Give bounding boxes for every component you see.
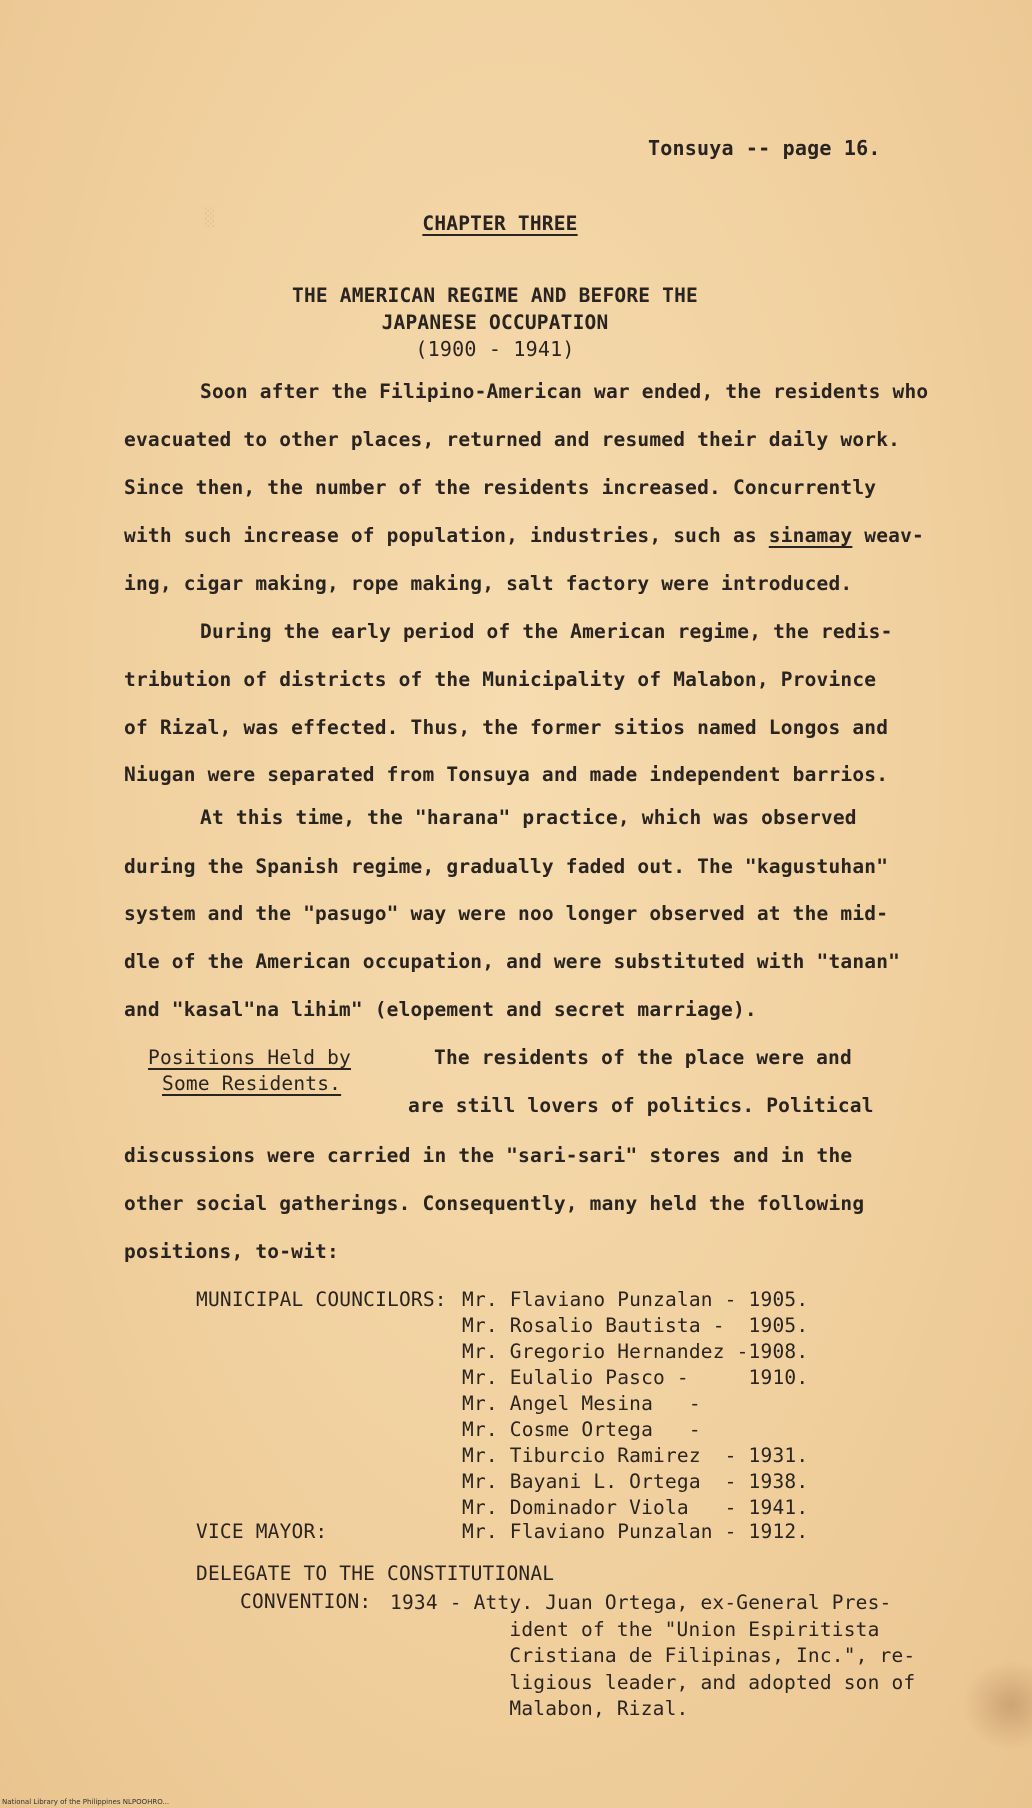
councilor-entry: Mr. Angel Mesina - <box>462 1392 701 1415</box>
vice-mayor-entry: Mr. Flaviano Punzalan - 1912. <box>462 1520 809 1543</box>
councilor-entry: Mr. Bayani L. Ortega - 1938. <box>462 1470 809 1493</box>
councilor-entry: Mr. Gregorio Hernandez -1908. <box>462 1340 809 1363</box>
paragraph-3-line: and "kasal"na lihim" (elopement and secret marriage). <box>124 998 757 1021</box>
councilor-entry: Mr. Eulalio Pasco - 1910. <box>462 1366 809 1389</box>
chapter-heading-text: CHAPTER THREE <box>422 212 578 235</box>
paper-stain <box>962 1660 1032 1750</box>
paragraph-4-line: discussions were carried in the "sari-sari" stores and in the <box>124 1144 853 1167</box>
underlined-term-sinamay: sinamay <box>768 524 853 547</box>
paragraph-2-line: tribution of districts of the Municipality of Malabon, Province <box>124 668 877 691</box>
side-heading-line-1: Positions Held by <box>148 1046 351 1069</box>
councilor-entry: Mr. Dominador Viola - 1941. <box>462 1496 809 1519</box>
delegate-label-line-2: CONVENTION: <box>240 1590 372 1613</box>
paragraph-4-line: are still lovers of politics. Political <box>408 1094 874 1117</box>
archive-footer: National Library of the Philippines NLPOOHRO... <box>2 1798 170 1806</box>
chapter-heading <box>0 212 1000 235</box>
paragraph-1-line: Soon after the Filipino-American war ended, the residents who <box>200 380 929 403</box>
paragraph-4-line: positions, to-wit: <box>124 1240 339 1263</box>
paragraph-3-line: dle of the American occupation, and were substituted with "tanan" <box>124 950 901 973</box>
paragraph-3-line: system and the "pasugo" way were noo longer observed at the mid- <box>124 902 889 925</box>
paragraph-3-line: At this time, the "harana" practice, which was observed <box>200 806 857 829</box>
councilor-entry: Mr. Tiburcio Ramirez - 1931. <box>462 1444 809 1467</box>
paragraph-1-line: Since then, the number of the residents increased. Concurrently <box>124 476 877 499</box>
text-run: with such increase of population, industries, such as <box>124 524 769 547</box>
paragraph-2-line: During the early period of the American regime, the redis- <box>200 620 893 643</box>
paragraph-1-line: evacuated to other places, returned and resumed their daily work. <box>124 428 901 451</box>
councilor-entry: Mr. Flaviano Punzalan - 1905. <box>462 1288 809 1311</box>
paragraph-4-line: The residents of the place were and <box>434 1046 852 1069</box>
paragraph-2-line: Niugan were separated from Tonsuya and made independent barrios. <box>124 763 889 786</box>
page-header: Tonsuya -- page 16. <box>648 136 881 160</box>
paragraph-4-line: other social gatherings. Consequently, many held the following <box>124 1192 865 1215</box>
councilor-entry: Mr. Cosme Ortega - <box>462 1418 701 1441</box>
paragraph-1-line <box>124 524 924 547</box>
chapter-title-line-2: JAPANESE OCCUPATION <box>381 311 609 334</box>
chapter-title-line-1: THE AMERICAN REGIME AND BEFORE THE <box>292 284 698 307</box>
councilor-entry: Mr. Rosalio Bautista - 1905. <box>462 1314 809 1337</box>
paragraph-2-line: of Rizal, was effected. Thus, the former sitios named Longos and <box>124 716 889 739</box>
municipal-councilors-label: MUNICIPAL COUNCILORS: <box>196 1288 447 1311</box>
bleed-through: ░ <box>205 208 216 228</box>
delegate-entry: 1934 - Atty. Juan Ortega, ex-General Pres- ident of the "Union Espiritista Cristiana de Filipinas, Inc.", re- ligious leader, and adopted son of Malabon, Rizal. <box>390 1591 916 1720</box>
paragraph-3-line: during the Spanish regime, gradually faded out. The "kagustuhan" <box>124 855 889 878</box>
delegate-label-line-1: DELEGATE TO THE CONSTITUTIONAL <box>196 1562 555 1585</box>
chapter-title-years: (1900 - 1941) <box>415 337 575 361</box>
text-run: weav- <box>852 524 924 547</box>
vice-mayor-label: VICE MAYOR: <box>196 1520 328 1543</box>
paragraph-1-line: ing, cigar making, rope making, salt factory were introduced. <box>124 572 853 595</box>
side-heading-line-2: Some Residents. <box>162 1072 342 1095</box>
